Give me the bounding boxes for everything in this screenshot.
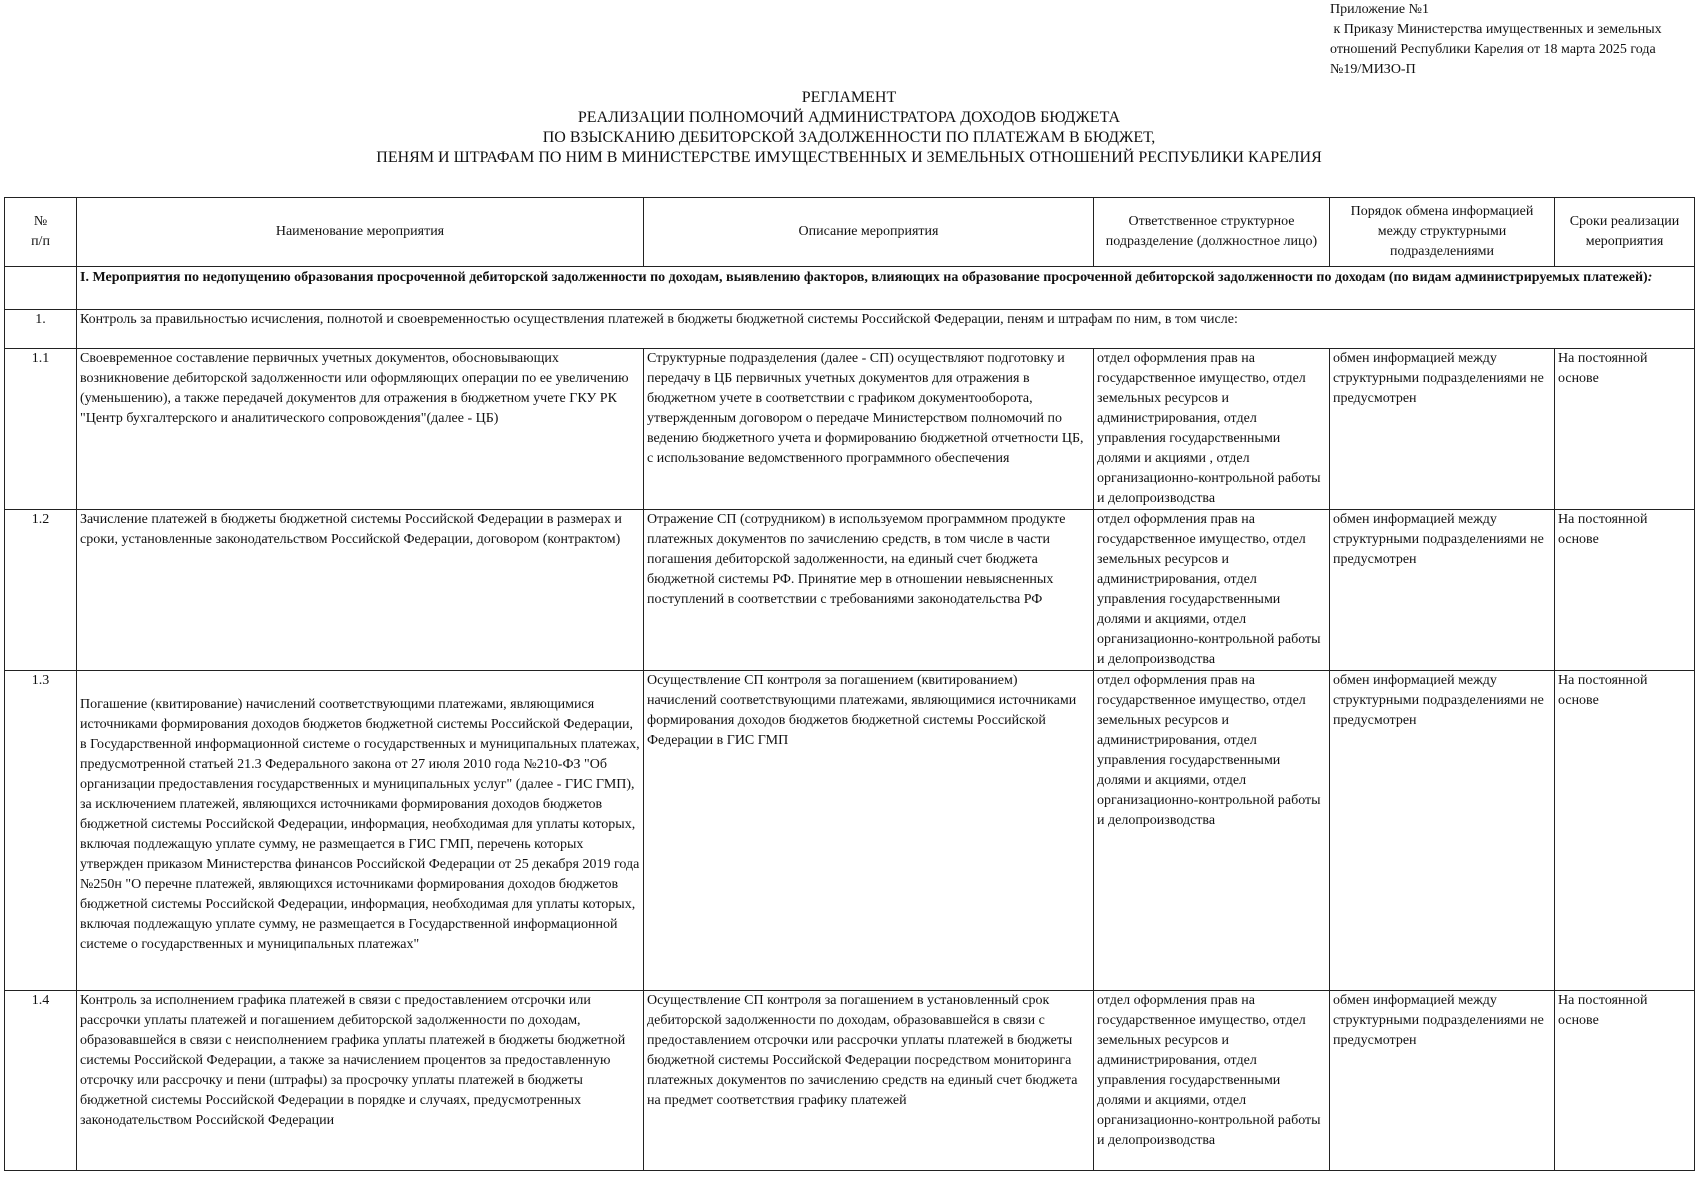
row-responsible: отдел оформления прав на государственное имущество, отдел земельных ресурсов и администрирования, отдел управления государственными долями и акциями, отдел организационно-контрольной работы и делопроизводства — [1094, 510, 1330, 671]
header-responsible: Ответственное структурное подразделение (должностное лицо) — [1094, 198, 1330, 267]
row-deadline: На постоянной основе — [1555, 510, 1695, 671]
row-description: Осуществление СП контроля за погашением в установленный срок дебиторской задолженности по доходам, образовавшейся в связи с предоставлением отсрочки или рассрочки уплаты платежей в бюджеты бюджетной системы Российской Федерации посредством мониторинга платежных документов по зачислению средств на единый счет бюджета на предмет соответствия графику платежей — [644, 991, 1094, 1171]
row-num: 1.2 — [5, 510, 77, 671]
appendix-line: отношений Республики Карелия от 18 марта 2025 года — [1330, 42, 1656, 57]
table-row — [5, 991, 1695, 1171]
document-title — [0, 88, 1698, 168]
header-description: Описание мероприятия — [644, 198, 1094, 267]
title-line: РЕГЛАМЕНТ — [801, 89, 897, 106]
header-num: № п/п — [5, 198, 77, 267]
row-name: Своевременное составление первичных учетных документов, обосновывающих возникновение дебиторской задолженности или оформляющих операции по ее увеличению (уменьшению), а также передачей документов для отражения в бюджетном учете ГКУ РК "Центр бухгалтерского и аналитического сопровождения"(далее - ЦБ) — [77, 349, 644, 510]
row-exchange: обмен информацией между структурными подразделениями не предусмотрен — [1330, 510, 1555, 671]
row-responsible: отдел оформления прав на государственное имущество, отдел земельных ресурсов и администрирования, отдел управления государственными долями и акциями, отдел организационно-контрольной работы и делопроизводства — [1094, 991, 1330, 1171]
row-deadline: На постоянной основе — [1555, 349, 1695, 510]
title-line: РЕАЛИЗАЦИИ ПОЛНОМОЧИЙ АДМИНИСТРАТОРА ДОХОДОВ БЮДЖЕТА — [577, 109, 1121, 126]
row-exchange: обмен информацией между структурными подразделениями не предусмотрен — [1330, 349, 1555, 510]
table-header-row — [5, 198, 1695, 267]
row-description: Осуществление СП контроля за погашением (квитированием) начислений соответствующими платежами, являющимися источниками формирования доходов бюджетов бюджетной системы Российской Федерации в ГИС ГМП — [644, 671, 1094, 991]
section-heading — [77, 267, 1695, 310]
header-deadline: Сроки реализации мероприятия — [1555, 198, 1695, 267]
row-name: Зачисление платежей в бюджеты бюджетной системы Российской Федерации в размерах и сроки, установленные законодательством Российской Федерации, договором (контрактом) — [77, 510, 644, 671]
row-deadline: На постоянной основе — [1555, 991, 1695, 1171]
row-description: Структурные подразделения (далее - СП) осуществляют подготовку и передачу в ЦБ первичных учетных документов для отражения в бюджетном учете в соответствии с графиком документооборота, утвержденным договором о передаче Министерством полномочий по ведению бюджетного учета и формированию бюджетной отчетности ЦБ, с использование ведомственного программного обеспечения — [644, 349, 1094, 510]
section-num-cell — [5, 267, 77, 310]
row-description: Отражение СП (сотрудником) в используемом программном продукте платежных документов по зачислению средств, в том числе в части погашения дебиторской задолженности, на единый счет бюджета бюджетной системы РФ. Принятие мер в отношении невыясненных поступлений в соответствии с требованиями законодательства РФ — [644, 510, 1094, 671]
table-row — [5, 671, 1695, 991]
row-exchange: обмен информацией между структурными подразделениями не предусмотрен — [1330, 991, 1555, 1171]
table-row — [5, 510, 1695, 671]
section-row — [5, 267, 1695, 310]
table-row — [5, 349, 1695, 510]
header-name: Наименование мероприятия — [77, 198, 644, 267]
row-name: Погашение (квитирование) начислений соответствующими платежами, являющимися источниками формирования доходов бюджетов бюджетной системы Российской Федерации, в Государственной информационной системе о государственных и муниципальных платежах, предусмотренной статьей 21.3 Федерального закона от 27 июля 2010 года №210-ФЗ "Об организации предоставления государственных и муниципальных услуг" (далее - ГИС ГМП), за исключением платежей, являющихся источниками формирования доходов бюджетов бюджетной системы Российской Федерации, информация, необходимая для уплаты которых, включая подлежащую уплате сумму, не размещается в ГИС ГМП, перечень которых утвержден приказом Министерства финансов Российской Федерации от 25 декабря 2019 года №250н "О перечне платежей, являющихся источниками формирования доходов бюджетов бюджетной системы Российской Федерации, информация, необходимая для уплаты которых, включая подлежащую уплате сумму, не размещается в Государственной информационной системе о государственных и муниципальных платежах" — [77, 671, 644, 991]
appendix-line: №19/МИЗО-П — [1330, 62, 1416, 77]
title-line: ПО ВЗЫСКАНИЮ ДЕБИТОРСКОЙ ЗАДОЛЖЕННОСТИ ПО ПЛАТЕЖАМ В БЮДЖЕТ, — [542, 129, 1156, 146]
section-colon: : — [1647, 270, 1653, 285]
row-responsible: отдел оформления прав на государственное имущество, отдел земельных ресурсов и администрирования, отдел управления государственными долями и акциями , отдел организационно-контрольной работы и делопроизводства — [1094, 349, 1330, 510]
appendix-line: к Приказу Министерства имущественных и земельных — [1330, 22, 1662, 37]
appendix-line: Приложение №1 — [1330, 2, 1429, 17]
row-responsible: отдел оформления прав на государственное имущество, отдел земельных ресурсов и администрирования, отдел управления государственными долями и акциями, отдел организационно-контрольной работы и делопроизводства — [1094, 671, 1330, 991]
row-num: 1.3 — [5, 671, 77, 991]
row-num: 1. — [5, 310, 77, 349]
header-exchange: Порядок обмена информацией между структурными подразделениями — [1330, 198, 1555, 267]
row-item-text: Контроль за правильностью исчисления, полнотой и своевременностью осуществления платежей в бюджеты бюджетной системы Российской Федерации, пеням и штрафам по ним, в том числе: — [77, 310, 1695, 349]
table-row — [5, 310, 1695, 349]
appendix-block — [1330, 0, 1698, 80]
row-num: 1.1 — [5, 349, 77, 510]
section-text: I. Мероприятия по недопущению образования просроченной дебиторской задолженности по доходам, выявлению факторов, влияющих на образование просроченной дебиторской задолженности по доходам (по видам администрируемых платежей) — [80, 270, 1648, 285]
row-exchange: обмен информацией между структурными подразделениями не предусмотрен — [1330, 671, 1555, 991]
title-line: ПЕНЯМ И ШТРАФАМ ПО НИМ В МИНИСТЕРСТВЕ ИМУЩЕСТВЕННЫХ И ЗЕМЕЛЬНЫХ ОТНОШЕНИЙ РЕСПУБЛИКИ КАРЕЛИЯ — [376, 149, 1322, 166]
row-num: 1.4 — [5, 991, 77, 1171]
row-deadline: На постоянной основе — [1555, 671, 1695, 991]
row-name: Контроль за исполнением графика платежей в связи с предоставлением отсрочки или рассрочки уплаты платежей и погашением дебиторской задолженности по доходам, образовавшейся в связи с неисполнением графика уплаты платежей в бюджеты бюджетной системы Российской Федерации, а также за начислением процентов за предоставленную отсрочку или рассрочку и пени (штрафы) за просрочку уплаты платежей в бюджеты бюджетной системы Российской Федерации в порядке и случаях, предусмотренных законодательством Российской Федерации — [77, 991, 644, 1171]
regulation-table — [4, 197, 1695, 1171]
